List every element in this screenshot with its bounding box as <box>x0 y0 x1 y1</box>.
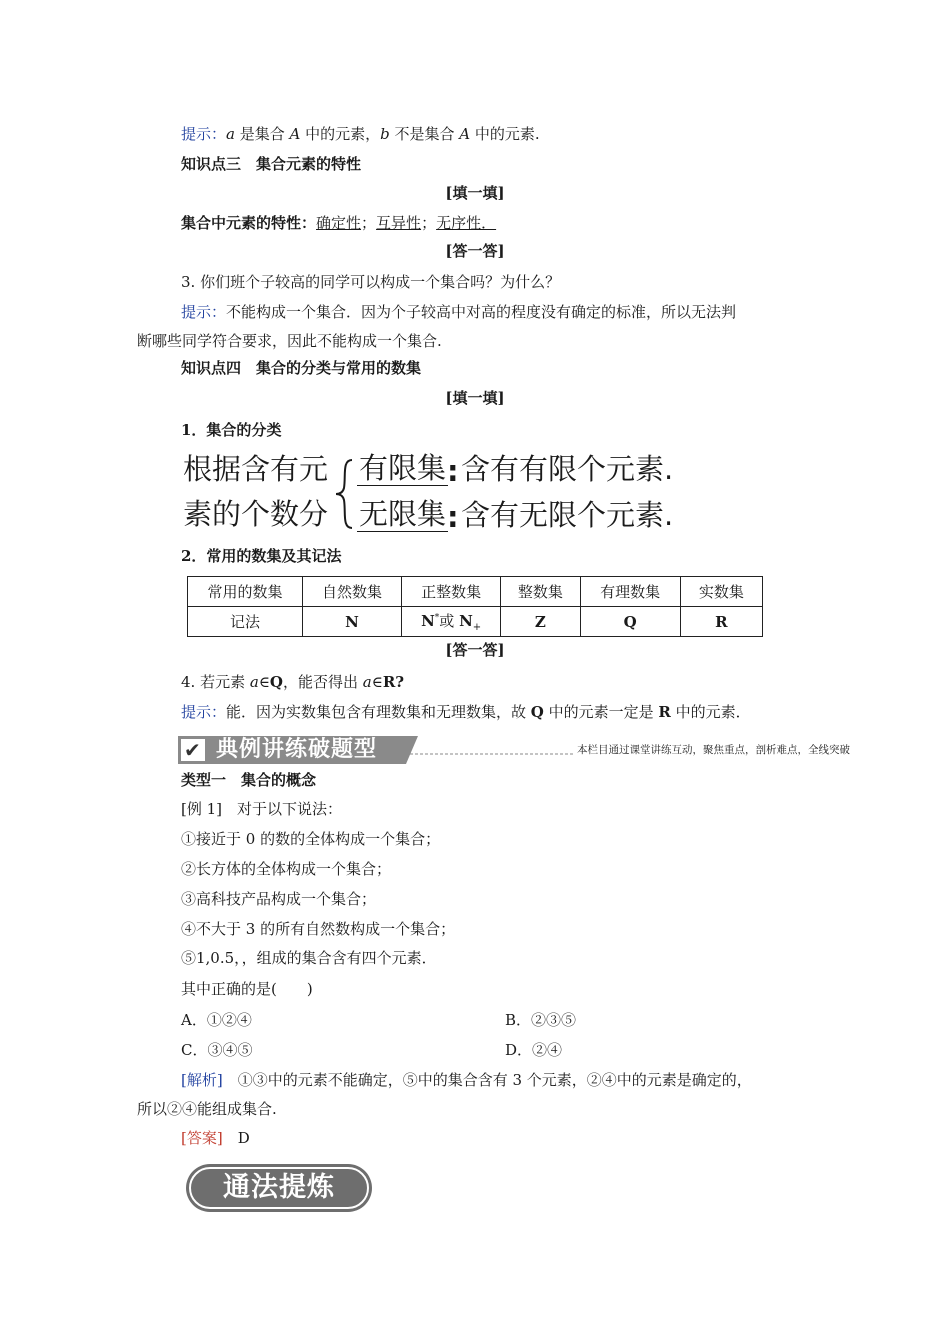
table-cell: Q <box>580 607 680 637</box>
table-cell: N*或 $N_+$ <box>402 607 501 637</box>
section-title-k3: 知识点三 集合元素的特性 <box>181 155 362 173</box>
analysis-line2: 所以②④能组成集合. <box>137 1100 277 1118</box>
table-cell: 记法 <box>188 607 303 637</box>
classification-left-2: 素的个数分 <box>183 497 329 531</box>
section-title-k4: 知识点四 集合的分类与常用的数集 <box>181 359 422 377</box>
colon-2: : <box>447 500 459 534</box>
table-header: 正整数集 <box>402 577 501 607</box>
question-stem: 其中正确的是( ) <box>181 980 313 998</box>
option-a: A．①②④ <box>181 1011 252 1029</box>
option-b: B．②③⑤ <box>505 1011 577 1029</box>
banner-note: 本栏目通过课堂讲练互动，聚焦重点，剖析难点，全线突破 <box>573 743 850 757</box>
example-label: [例 1] 对于以下说法： <box>181 800 343 818</box>
question-4: 4. 若元素 a∈Q，能否得出 a∈R? <box>181 673 405 691</box>
section-banner <box>178 734 850 766</box>
table-cell: Z <box>501 607 580 637</box>
table-row <box>188 577 763 607</box>
answer-label: [答案] <box>181 1129 223 1147</box>
property-3: 无序性． <box>436 214 497 232</box>
infinite-set-term: 无限集 <box>359 497 447 531</box>
list-item: ③高科技产品构成一个集合； <box>181 890 377 908</box>
table-header: 实数集 <box>680 577 762 607</box>
option-c: C．③④⑤ <box>181 1041 253 1059</box>
badge-title: 通法提炼 <box>223 1172 335 1203</box>
analysis-line1: [解析] ①③中的元素不能确定，⑤中的集合含有 3 个元素，②④中的元素是确定的， <box>181 1071 752 1089</box>
list-item: ④不大于 3 的所有自然数构成一个集合； <box>181 920 456 938</box>
method-badge <box>185 1163 373 1213</box>
ask-label-2: [答一答] <box>445 641 505 659</box>
subsection-classification: 1．集合的分类 <box>181 421 282 439</box>
hint-3-line1: 提示：不能构成一个集合．因为个子较高中对高的程度没有确定的标准，所以无法判 <box>181 303 737 321</box>
properties-line: 集合中元素的特性：确定性；互异性；无序性． <box>181 214 497 232</box>
table-cell: R <box>680 607 762 637</box>
hint-line: 提示：a 是集合 A 中的元素，b 不是集合 A 中的元素. <box>181 125 540 143</box>
finite-set-term: 有限集 <box>359 451 447 485</box>
hint-4: 提示：能．因为实数集包含有理数集和无理数集，故 Q 中的元素一定是 R 中的元素． <box>181 703 751 721</box>
table-cell: N <box>302 607 401 637</box>
banner-title: 典例讲练破题型 <box>216 737 378 762</box>
analysis-label: [解析] <box>181 1071 223 1089</box>
answer-line: [答案] D <box>181 1129 250 1147</box>
table-header: 自然数集 <box>302 577 401 607</box>
classification-left-1: 根据含有元 <box>183 452 329 486</box>
table-header: 有理数集 <box>580 577 680 607</box>
list-item: ②长方体的全体构成一个集合； <box>181 860 392 878</box>
table-header: 常用的数集 <box>188 577 303 607</box>
type-title: 类型一 集合的概念 <box>181 771 317 789</box>
finite-set-desc: 含有有限个元素. <box>461 452 674 486</box>
property-1: 确定性 <box>316 214 362 232</box>
fill-label: [填一填] <box>445 184 505 202</box>
list-item: ①接近于 0 的数的全体构成一个集合； <box>181 830 441 848</box>
question-3: 3. 你们班个子较高的同学可以构成一个集合吗？为什么？ <box>181 273 561 291</box>
hint-3-line2: 断哪些同学符合要求，因此不能构成一个集合. <box>137 332 442 350</box>
fill-label-2: [填一填] <box>445 389 505 407</box>
brace-icon <box>334 458 356 530</box>
hint-label: 提示： <box>181 125 227 143</box>
table-row <box>188 607 763 637</box>
option-d: D．②④ <box>505 1041 563 1059</box>
list-item: ⑤1,0.5，，组成的集合含有四个元素． <box>181 949 437 967</box>
infinite-set-desc: 含有无限个元素. <box>461 498 674 532</box>
check-icon: ✔ <box>184 738 201 762</box>
colon-1: : <box>447 454 459 488</box>
number-set-table <box>187 576 763 637</box>
ask-label: [答一答] <box>445 242 505 260</box>
property-2: 互异性 <box>376 214 422 232</box>
table-header: 整数集 <box>501 577 580 607</box>
subsection-number-sets: 2．常用的数集及其记法 <box>181 547 342 565</box>
